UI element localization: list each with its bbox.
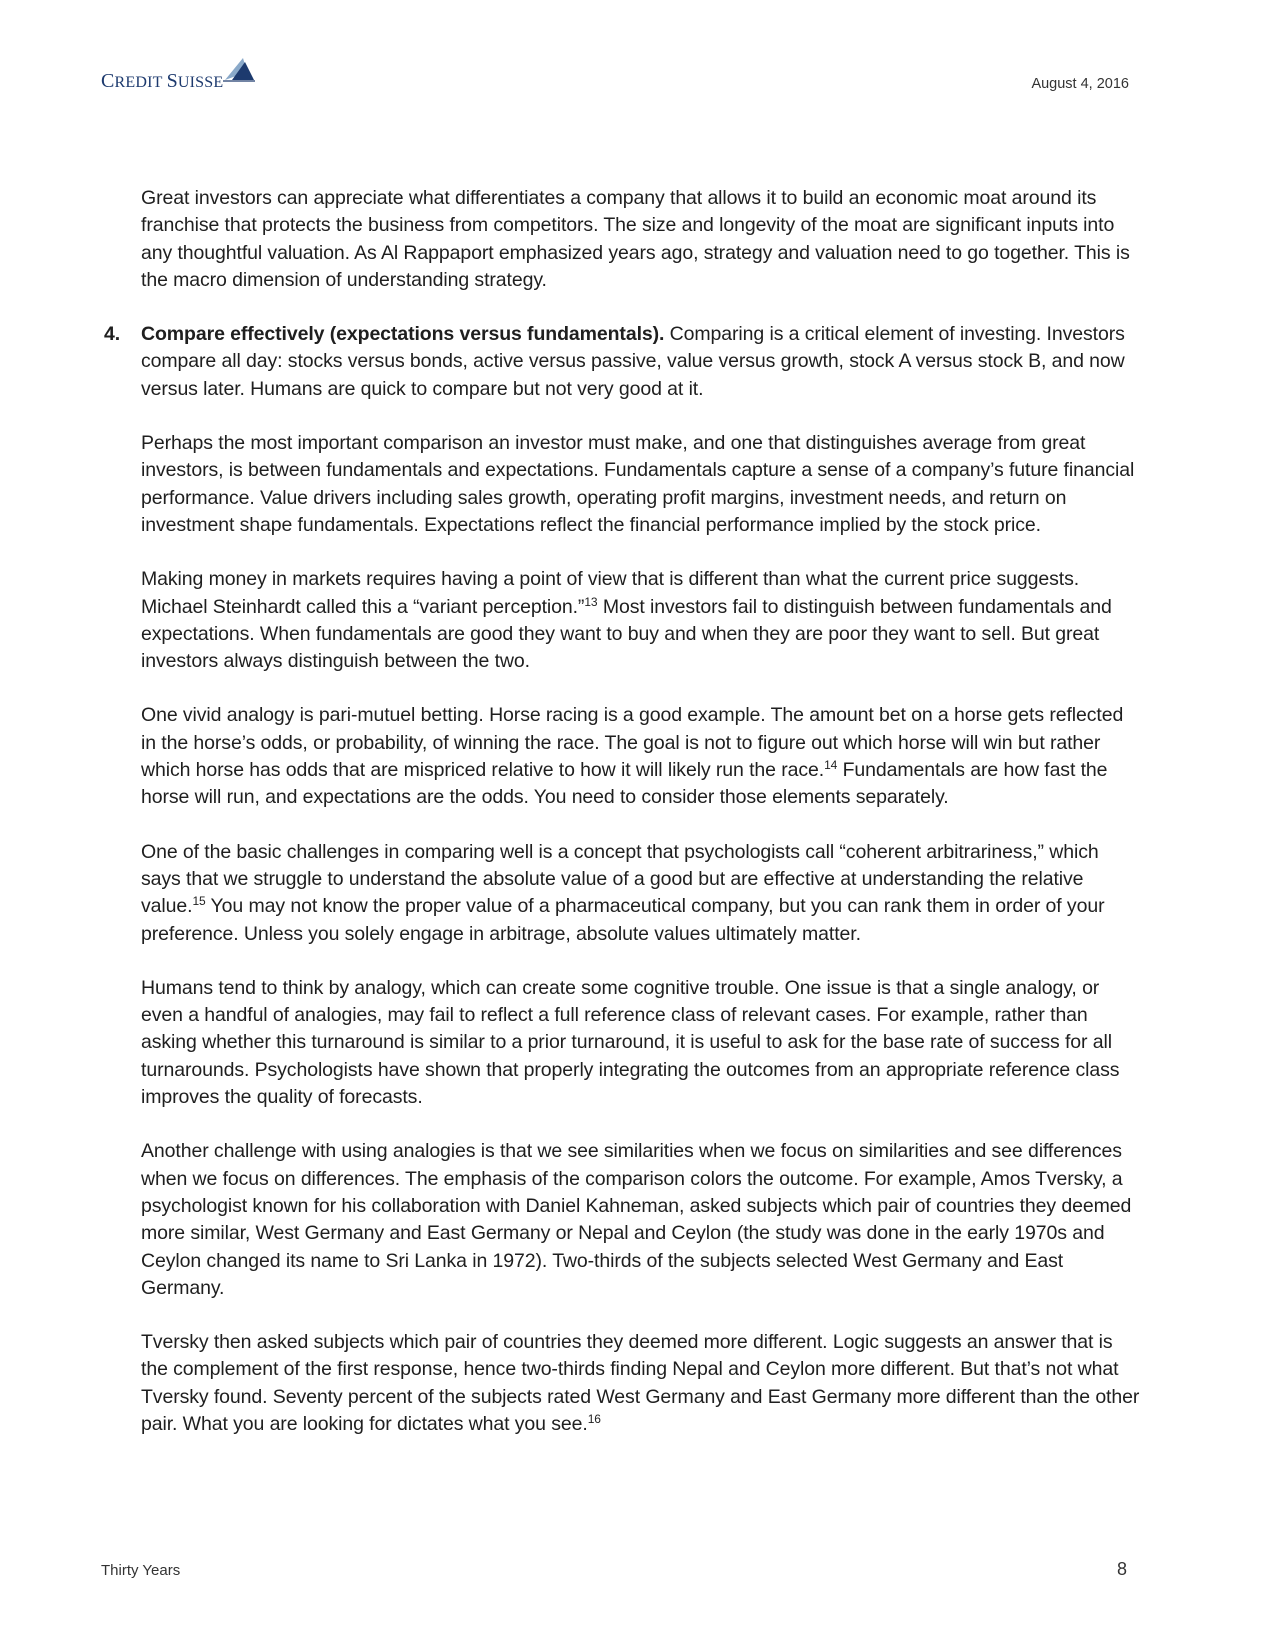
footnote-ref-15[interactable]: 15 [192,894,206,909]
sail-icon [223,56,255,82]
logo-wordmark: CREDIT SUISSE [101,70,224,92]
paragraph-similarities: Another challenge with using analogies is that we see similarities when we focus on similarities and see differences when we focus on differences. The emphasis of the comparison colors the outcome. For example, Amos Tversky, a psychologist known for his collaboration with Daniel Kahneman, asked subjects which pair of countries they deemed more similar, West Germany and East Germany or Nepal and Ceylon (the study was done in the early 1970s and Ceylon changed its name to Sri Lanka in 1972). Two-thirds of the subjects selected West Germany and East Germany. [141,1140,1132,1299]
numbered-item-4 [104,321,1141,403]
item-number: 4. [104,323,121,346]
paragraph-fundamentals-expectations: Perhaps the most important comparison an investor must make, and one that distinguishes average from great investors, is between fundamentals and expectations. Fundamentals capture a sense of a company’s future financial performance. Value drivers including sales growth, operating profit margins, investment needs, and return on investment shape fundamentals. Expectations reflect the financial performance implied by the stock price. [141,432,1135,536]
paragraph-tversky: Tversky then asked subjects which pair of countries they deemed more different. Logic suggests an answer that is the complement of the first response, hence two-thirds finding Nepal and Ceylon more different. But that’s not what Tversky found. Seventy percent of the subjects rated West Germany and East Germany more different than the other pair. What you are looking for dictates what you see.$^{16}$ [141,1331,1140,1435]
item-heading: Compare effectively (expectations versus fundamentals). [141,323,665,346]
paragraph-intro: Great investors can appreciate what differentiates a company that allows it to build an economic moat around its franchise that protects the business from competitors. The size and longevity of the moat are significant inputs into any thoughtful valuation. As Al Rappaport emphasized years ago, strategy and valuation need to go together. This is the macro dimension of understanding strategy. [141,187,1130,291]
footnote-ref-14[interactable]: 14 [824,758,838,773]
page-body [104,185,1141,1465]
credit-suisse-logo [101,56,261,96]
footer-title: Thirty Years [101,1562,181,1579]
report-date: August 4, 2016 [1031,76,1129,92]
item-text: Comparing is a critical element of investing. Investors compare all day: stocks versus bonds, active versus passive, value versus growth, stock A versus stock B, and now versus later. Humans are quick to compare but not very good at it. [141,323,1125,400]
paragraph-coherent-arbitrariness: One of the basic challenges in comparing well is a concept that psychologists call “coherent arbitrariness,” which says that we struggle to understand the absolute value of a good but are effective at understanding the relative value.$^{15}$ You may not know the proper value of a pharmaceutical company, but you can rank them in order of your preference. Unless you solely engage in arbitrage, absolute values ultimately matter. [141,840,1105,945]
footnote-ref-16[interactable]: 16 [587,1411,601,1426]
paragraph-analogy: Humans tend to think by analogy, which can create some cognitive trouble. One issue is that a single analogy, or even a handful of analogies, may fail to reflect a full reference class of relevant cases. For example, rather than asking whether this turnaround is similar to a prior turnaround, it is useful to ask for the base rate of success for all turnarounds. Psychologists have shown that properly integrating the outcomes from an appropriate reference class improves the quality of forecasts. [141,976,1120,1109]
paragraph-variant-perception: Making money in markets requires having a point of view that is different than what the current price suggests. Michael Steinhardt called this a “variant perception.”$^{13}$ Most investors fail to distinguish between fundamentals and expectations. When fundamentals are good they want to buy and when they are poor they want to sell. But great investors always distinguish between the two. [141,568,1112,673]
footnote-ref-13[interactable]: 13 [584,594,598,609]
paragraph-pari-mutuel: One vivid analogy is pari-mutuel betting. Horse racing is a good example. The amount bet on a horse gets reflected in the horse’s odds, or probability, of winning the race. The goal is not to figure out which horse will win but rather which horse has odds that are mispriced relative to how it will likely run the race.$^{14}$ Fundamentals are how fast the horse will run, and expectations are the odds. You need to consider those elements separately. [141,704,1124,809]
page-number: 8 [1116,1559,1127,1579]
